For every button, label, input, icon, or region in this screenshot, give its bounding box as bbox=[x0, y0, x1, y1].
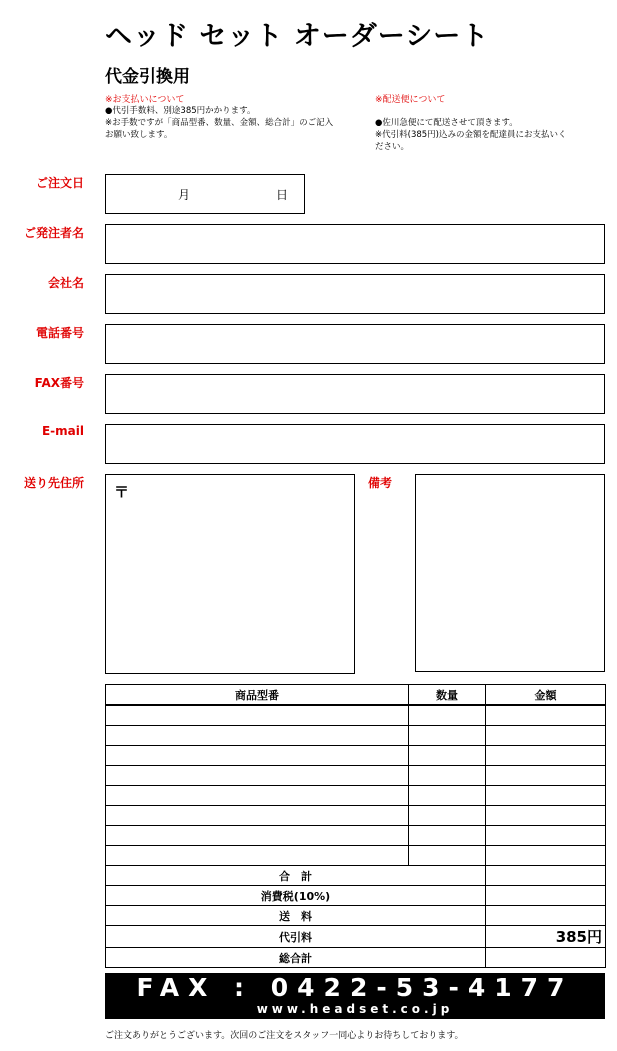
month-label: 月 bbox=[178, 188, 191, 202]
fax-field[interactable] bbox=[105, 374, 605, 414]
table-header-row bbox=[106, 685, 606, 706]
model-number-cell[interactable] bbox=[106, 726, 409, 746]
page-subtitle: 代金引換用 bbox=[105, 67, 190, 87]
quantity-cell[interactable] bbox=[409, 806, 486, 826]
delivery-notes-heading: ※配送便について bbox=[375, 95, 446, 105]
amount-cell[interactable] bbox=[486, 726, 606, 746]
quantity-cell[interactable] bbox=[409, 826, 486, 846]
model-number-cell[interactable] bbox=[106, 766, 409, 786]
payment-note-line: ●代引手数料、別途385円かかります。 bbox=[105, 106, 256, 116]
summary-row-subtotal bbox=[106, 866, 606, 886]
amount-cell[interactable] bbox=[486, 766, 606, 786]
summary-value: 385円 bbox=[486, 926, 606, 948]
amount-cell[interactable] bbox=[486, 705, 606, 726]
delivery-note-line: ださい。 bbox=[375, 142, 410, 152]
email-field[interactable] bbox=[105, 424, 605, 464]
address-label: 送り先住所 bbox=[23, 476, 84, 490]
summary-row-shipping bbox=[106, 906, 606, 926]
summary-label: 合 計 bbox=[106, 866, 486, 886]
company-label: 会社名 bbox=[47, 276, 84, 290]
quantity-cell[interactable] bbox=[409, 705, 486, 726]
orderer-name-field[interactable] bbox=[105, 224, 605, 264]
table-row bbox=[106, 766, 606, 786]
table-row bbox=[106, 826, 606, 846]
quantity-cell[interactable] bbox=[409, 746, 486, 766]
payment-note-line: ※お手数ですが「商品型番、数量、金額、総合計」のご記入 bbox=[105, 118, 334, 128]
table-row bbox=[106, 806, 606, 826]
fax-number: FAX : 0422-53-4177 bbox=[136, 973, 574, 1002]
table-row bbox=[106, 846, 606, 866]
table-row bbox=[106, 705, 606, 726]
quantity-cell[interactable] bbox=[409, 726, 486, 746]
footer-message: ご注文ありがとうございます。次回のご注文をスタッフ一同心よりお待ちしております。 bbox=[105, 1031, 464, 1041]
fax-label: FAX番号 bbox=[34, 376, 84, 390]
payment-note-line: お願い致します。 bbox=[105, 130, 173, 140]
email-label: E-mail bbox=[41, 424, 84, 438]
table-row bbox=[106, 746, 606, 766]
address-field[interactable] bbox=[105, 474, 355, 674]
remarks-label: 備考 bbox=[368, 476, 393, 490]
website-url: www.headset.co.jp bbox=[256, 1002, 454, 1016]
header-quantity: 数量 bbox=[409, 685, 486, 706]
table-row bbox=[106, 726, 606, 746]
amount-cell[interactable] bbox=[486, 846, 606, 866]
delivery-note-line: ※代引料(385円)込みの金額を配達員にお支払いく bbox=[375, 130, 567, 140]
company-field[interactable] bbox=[105, 274, 605, 314]
amount-cell[interactable] bbox=[486, 826, 606, 846]
summary-label: 代引料 bbox=[106, 926, 486, 948]
summary-row-tax bbox=[106, 886, 606, 906]
summary-label: 消費税(10%) bbox=[106, 886, 486, 906]
summary-value[interactable] bbox=[486, 866, 606, 886]
payment-notes bbox=[105, 92, 365, 141]
order-table bbox=[105, 684, 606, 968]
header-amount: 金額 bbox=[486, 685, 606, 706]
summary-label: 総合計 bbox=[106, 948, 486, 968]
page-title: ヘッド セット オーダーシート bbox=[105, 21, 490, 52]
day-label: 日 bbox=[276, 188, 289, 202]
model-number-cell[interactable] bbox=[106, 826, 409, 846]
remarks-field[interactable] bbox=[415, 474, 605, 672]
model-number-cell[interactable] bbox=[106, 786, 409, 806]
summary-value[interactable] bbox=[486, 948, 606, 968]
model-number-cell[interactable] bbox=[106, 846, 409, 866]
amount-cell[interactable] bbox=[486, 806, 606, 826]
model-number-cell[interactable] bbox=[106, 806, 409, 826]
summary-row-cod-fee bbox=[106, 926, 606, 948]
summary-value[interactable] bbox=[486, 886, 606, 906]
model-number-cell[interactable] bbox=[106, 705, 409, 726]
orderer-name-label: ご発注者名 bbox=[23, 226, 84, 240]
order-date-label: ご注文日 bbox=[35, 176, 84, 190]
quantity-cell[interactable] bbox=[409, 786, 486, 806]
quantity-cell[interactable] bbox=[409, 846, 486, 866]
payment-notes-heading: ※お支払いについて bbox=[105, 95, 185, 105]
quantity-cell[interactable] bbox=[409, 766, 486, 786]
model-number-cell[interactable] bbox=[106, 746, 409, 766]
amount-cell[interactable] bbox=[486, 746, 606, 766]
phone-field[interactable] bbox=[105, 324, 605, 364]
phone-label: 電話番号 bbox=[35, 326, 84, 340]
order-date-field[interactable] bbox=[105, 174, 305, 214]
summary-label: 送 料 bbox=[106, 906, 486, 926]
summary-value[interactable] bbox=[486, 906, 606, 926]
delivery-note-line: ●佐川急便にて配送させて頂きます。 bbox=[375, 118, 518, 128]
table-row bbox=[106, 786, 606, 806]
delivery-notes bbox=[375, 92, 610, 153]
postal-mark: 〒 bbox=[114, 483, 130, 501]
amount-cell[interactable] bbox=[486, 786, 606, 806]
summary-row-grand-total bbox=[106, 948, 606, 968]
fax-banner bbox=[105, 973, 605, 1019]
header-model-number: 商品型番 bbox=[106, 685, 409, 706]
